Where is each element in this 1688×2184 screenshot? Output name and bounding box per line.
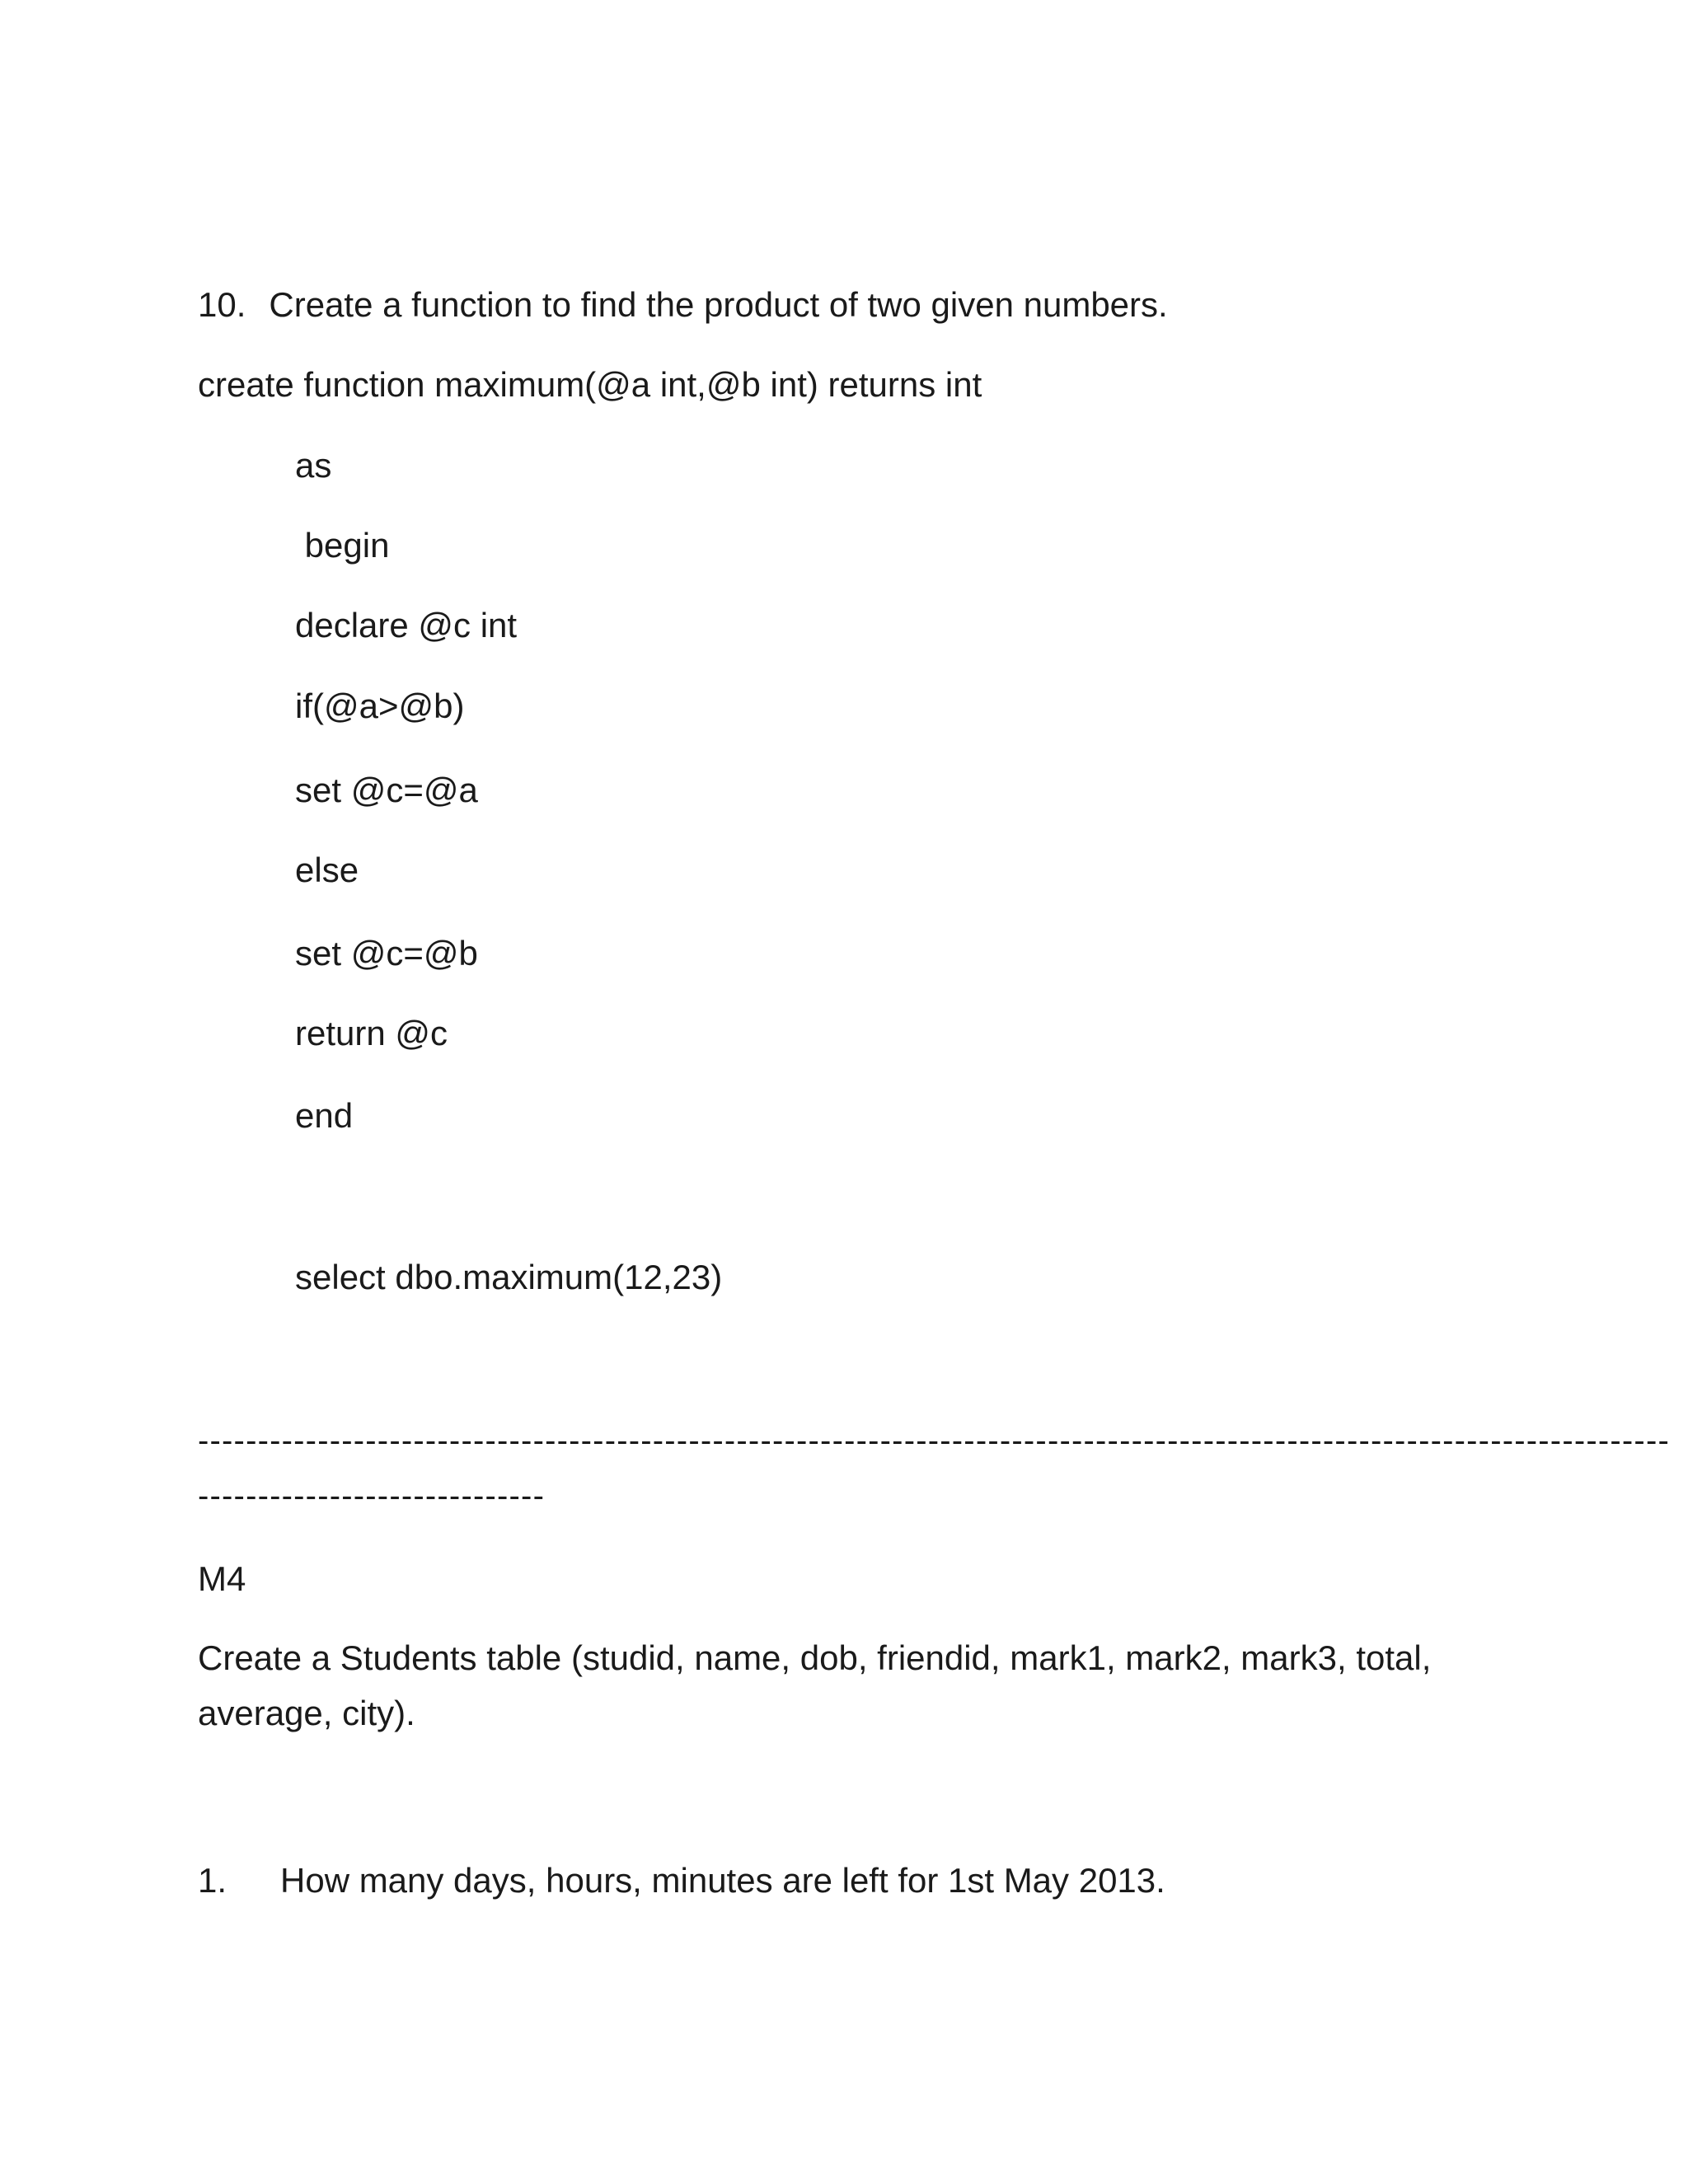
code-line-set-a: set @c=@a [295,771,478,809]
code-line-else: else [295,851,359,889]
code-function-header: create function maximum(@a int,@b int) returns int [198,365,982,404]
question-10-number: 10. [198,285,246,324]
code-line-declare: declare @c int [295,606,518,644]
code-line-return: return @c [295,1014,448,1052]
code-select-statement: select dbo.maximum(12,23) [295,1258,723,1296]
code-line-begin: begin [295,526,390,565]
separator-line-2: ----------------------------- [198,1478,546,1514]
code-line-if: if(@a>@b) [295,687,465,725]
question-1 [198,1859,1165,1902]
separator-line-1: --------------------------------------------------------------------------------------------------------------------------- [198,1422,1670,1459]
question-1-number: 1. [198,1861,227,1900]
section-description: Create a Students table (studid, name, dob, friendid, mark1, mark2, mark3, total, average, city). [198,1638,1432,1732]
question-10-text: Create a function to find the product of two given numbers. [269,285,1168,324]
question-10 [198,284,1168,326]
question-1-text: How many days, hours, minutes are left for 1st May 2013. [280,1861,1165,1900]
section-title: M4 [198,1559,246,1598]
code-line-end: end [295,1096,354,1135]
code-line-set-b: set @c=@b [295,934,478,972]
code-line-as: as [295,446,332,485]
